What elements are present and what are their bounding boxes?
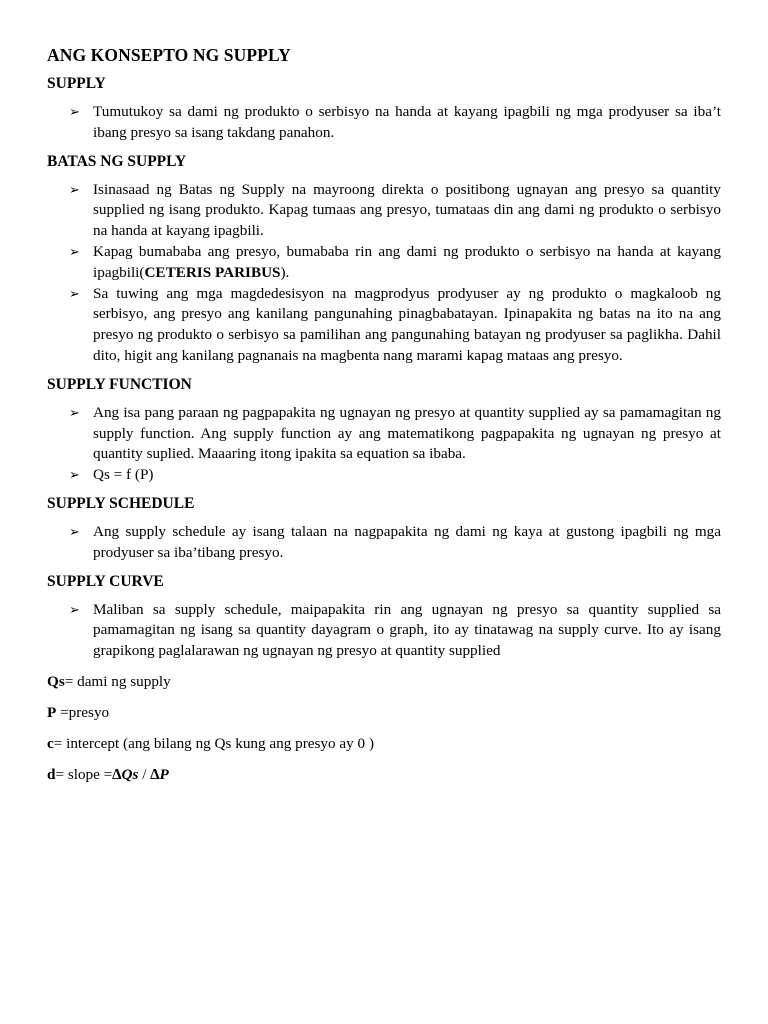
supply-function-equation: Qs = f (P) xyxy=(93,466,154,484)
arrow-bullet-icon: ➢ xyxy=(69,104,80,119)
definition-text: = dami ng supply xyxy=(64,672,171,690)
bullet-list-batas-ng-supply xyxy=(47,180,721,367)
definition-text: = slope = xyxy=(55,765,113,783)
section-heading-supply: SUPPLY xyxy=(47,75,106,92)
bullet-list-supply-curve xyxy=(47,600,721,662)
section-heading-supply-function: SUPPLY FUNCTION xyxy=(47,375,192,393)
bullet-item xyxy=(47,242,721,284)
document-page xyxy=(47,44,721,796)
definition-key: c xyxy=(47,734,54,752)
bullet-text: Isinasaad ng Batas ng Supply na mayroong direkta o positibong ugnayan ang presyo sa quantity supplied ng isang produkto. Kapag tumaas ang presyo, tumataas din ang dami ng produkto o serbisyo na handa at kayang ipagbili. xyxy=(93,180,721,240)
bullet-text: Sa tuwing ang mga magdedesisyon na magprodyus prodyuser ay ng produkto o magkaloob ng serbisyo, ang presyo ang kanilang pangunahing pinagbabatayan. Ipinapakita ng batas na ito na ang presyo ng produkto o serbisyo sa pamilihan ang pangunahing batayan ng prodyuser sa paglikha. Dahil dito, higit ang kanilang pagnanais na magbenta nang marami kapag mataas ang presyo. xyxy=(93,284,721,364)
definition-key: P xyxy=(47,703,57,721)
arrow-bullet-icon: ➢ xyxy=(69,243,80,259)
bullet-item xyxy=(47,522,721,564)
bullet-item xyxy=(47,600,721,662)
arrow-bullet-icon: ➢ xyxy=(69,285,80,301)
bullet-text: Ang isa pang paraan ng pagpapakita ng ugnayan ng presyo at quantity supplied ay sa pamamagitan ng supply function. Ang supply function ay ang matematikong pagpapakita ng ugnayan ng presyo at quantity suplied. Maaaring itong ipakita sa equation sa ibaba. xyxy=(93,403,721,463)
bullet-item xyxy=(47,180,721,242)
bullet-item xyxy=(47,465,721,486)
section-heading-supply-schedule: SUPPLY SCHEDULE xyxy=(47,494,195,512)
bullet-list-supply xyxy=(47,102,721,144)
definition-p xyxy=(47,703,721,723)
bullet-text: Tumutukoy sa dami ng produkto o serbisyo na handa at kayang ipagbili ng mga prodyuser sa iba’t ibang presyo sa isang takdang panahon. xyxy=(93,103,721,141)
arrow-bullet-icon: ➢ xyxy=(69,523,80,539)
bullet-item xyxy=(47,284,721,367)
document-title: ANG KONSEPTO NG SUPPLY xyxy=(47,45,291,65)
bullet-list-supply-schedule xyxy=(47,522,721,564)
section-heading-batas-ng-supply: BATAS NG SUPPLY xyxy=(47,152,187,170)
slope-separator: / xyxy=(138,765,151,783)
bullet-text xyxy=(93,243,721,281)
arrow-bullet-icon: ➢ xyxy=(69,467,80,483)
bullet-text: Maliban sa supply schedule, maipapakita rin ang ugnayan ng presyo sa quantity supplied sa pamamagitan ng isang sa quantity dayagram o graph, ito ay tinatawag na supply curve. Ito ay isang grapikong paglalarawan ng ugnayan ng presyo at quantity supplied xyxy=(93,600,721,660)
definition-key: Qs xyxy=(47,672,65,690)
definition-c xyxy=(47,734,721,754)
definition-text: =presyo xyxy=(56,703,110,721)
slope-denominator: ∆P xyxy=(150,765,169,783)
definition-d xyxy=(47,765,721,785)
arrow-bullet-icon: ➢ xyxy=(69,601,80,617)
arrow-bullet-icon: ➢ xyxy=(69,404,80,420)
definition-text: = intercept (ang bilang ng Qs kung ang presyo ay 0 ) xyxy=(53,734,375,752)
bullet-item xyxy=(47,403,721,465)
bullet-item xyxy=(47,102,721,144)
bullet-text-part: Kapag bumababa ang presyo, bumababa rin ang dami ng produkto o serbisyo na handa at kayang ipagbili( xyxy=(93,242,721,281)
slope-numerator: ∆Qs xyxy=(112,765,139,783)
arrow-bullet-icon: ➢ xyxy=(69,181,80,197)
definition-key: d xyxy=(47,765,56,783)
section-heading-supply-curve: SUPPLY CURVE xyxy=(47,572,164,590)
definition-qs xyxy=(47,672,721,692)
bullet-text-part: ). xyxy=(280,263,290,281)
bullet-list-supply-function xyxy=(47,403,721,486)
ceteris-paribus-text: CETERIS PARIBUS xyxy=(144,263,281,281)
bullet-text: Ang supply schedule ay isang talaan na nagpapakita ng dami ng kaya at gustong ipagbili ng mga prodyuser sa iba’tibang presyo. xyxy=(93,522,721,561)
